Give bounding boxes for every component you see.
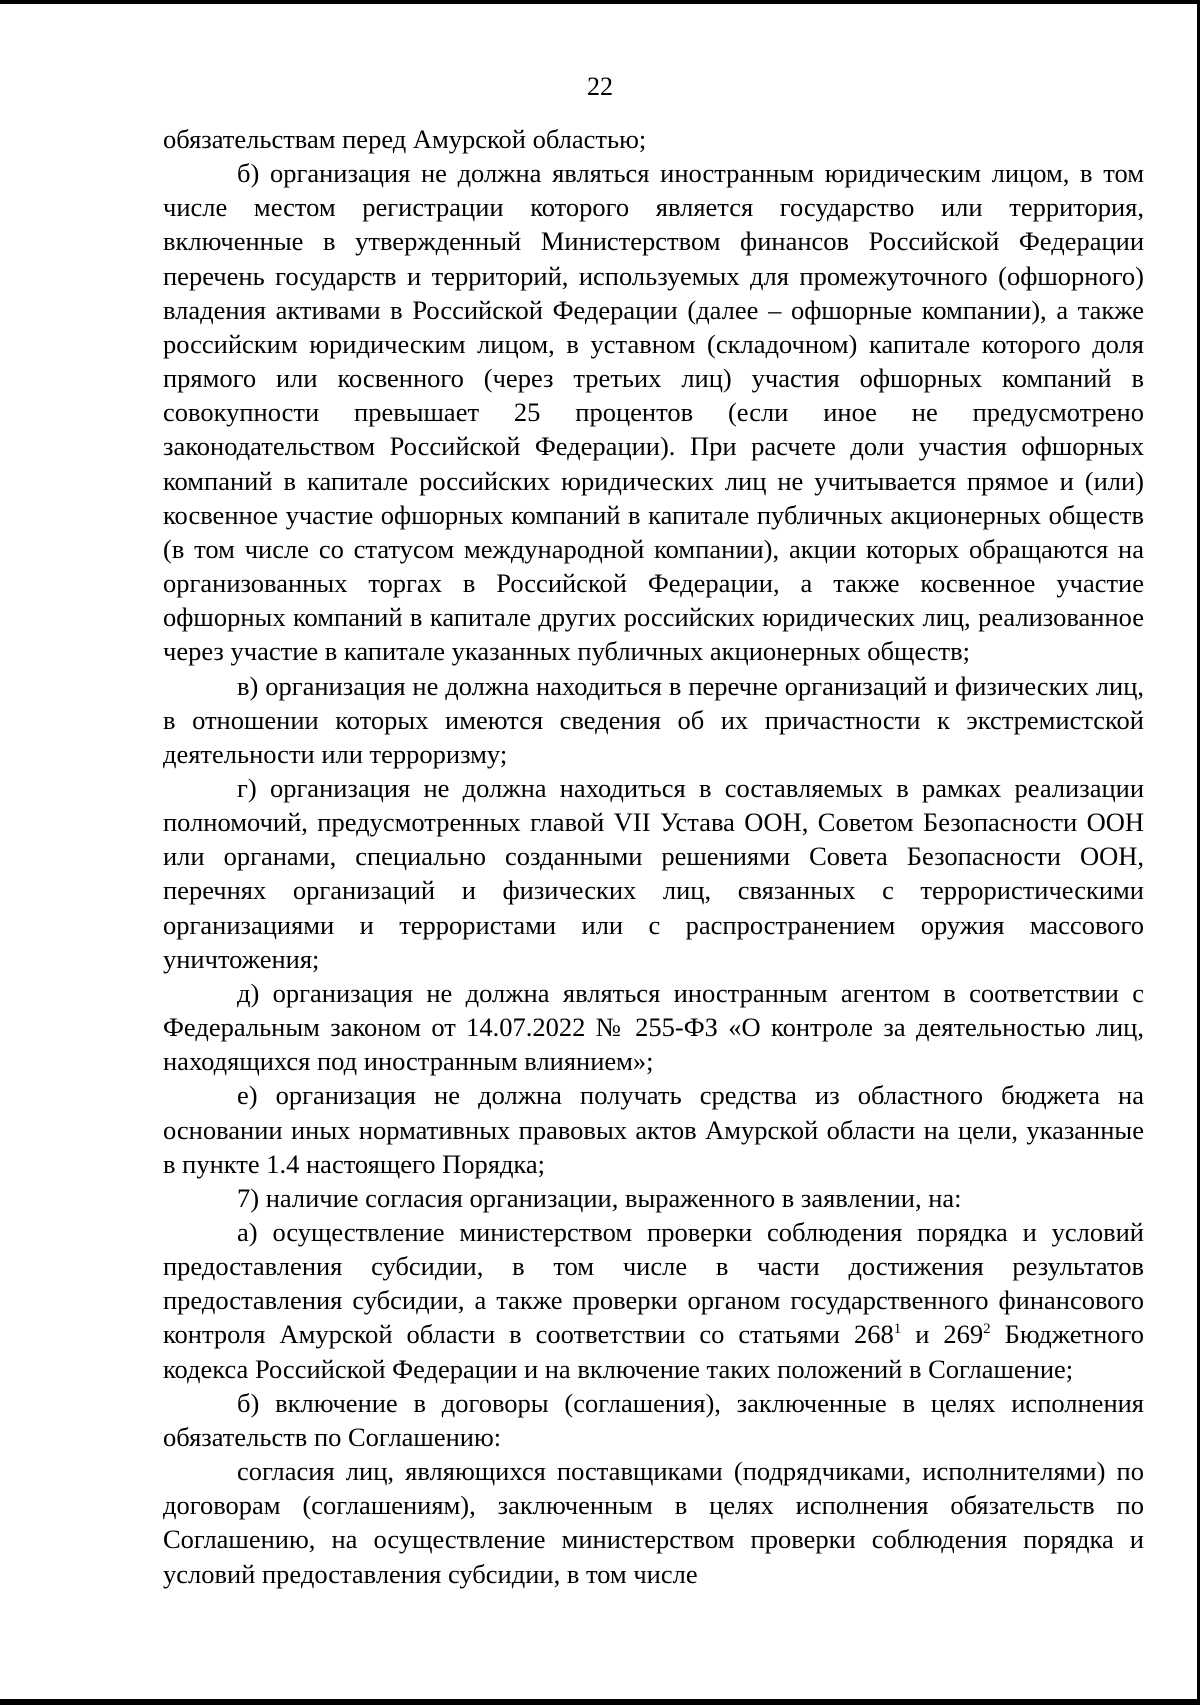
paragraph-item-b-offshore: б) организация не должна являться иностранным юридическим лицом, в том числе местом регистрации которого является государство или территория, включенные в утвержденный Министерством финансов Российской Федерации перечень государств и территорий, используемых для промежуточного (офшорного) владения активами в Российской Федерации (далее – офшорные компании), а также российским юридическим лицом, в уставном (складочном) капитале которого доля прямого или косвенного (через третьих лиц) участия офшорных компаний в совокупности превышает 25 процентов (если иное не предусмотрено законодательством Российской Федерации). При расчете доли участия офшорных компаний в капитале российских юридических лиц не учитывается прямое и (или) косвенное участие офшорных компаний в капитале публичных акционерных обществ (в том числе со статусом международной компании), акции которых обращаются на организованных торгах в Российской Федерации, а также косвенное участие офшорных компаний в капитале других российских юридических лиц, реализованное через участие в капитале указанных публичных акционерных обществ; bbox=[163, 158, 1144, 667]
text-fragment: Бюджетного кодекса Российской Федерации и на включение таких положений в Соглашение; bbox=[163, 1319, 1144, 1384]
document-body bbox=[163, 122, 1144, 1591]
paragraph-item-e-budget: е) организация не должна получать средства из областного бюджета на основании иных нормативных правовых актов Амурской области на цели, указанные в пункте 1.4 настоящего Порядка; bbox=[163, 1080, 1144, 1179]
superscript: 2 bbox=[983, 1321, 991, 1338]
paragraph-item-a-inspection bbox=[163, 1215, 1144, 1386]
paragraph-item-v-extremism: в) организация не должна находиться в перечне организаций и физических лиц, в отношении которых имеются сведения об их причастности к экстремистской деятельности или терроризму; bbox=[163, 670, 1144, 769]
text-fragment: а) осуществление министерством проверки соблюдения порядка и условий предоставления субсидии, в том числе в части достижения результатов предоставления субсидии, а также проверки органом государственного финансового контроля Амурской области в соответствии со статьями 268 bbox=[163, 1217, 1144, 1350]
scan-edge-top bbox=[0, 0, 1200, 4]
page-number: 22 bbox=[587, 72, 613, 101]
paragraph-consent-suppliers: согласия лиц, являющихся поставщиками (подрядчиками, исполнителями) по договорам (соглашениям), заключенным в целях исполнения обязательств по Соглашению, на осуществление министерством проверки соблюдения порядка и условий предоставления субсидии, в том числе bbox=[163, 1456, 1144, 1589]
text-fragment: и 269 bbox=[901, 1319, 984, 1350]
paragraph-item-7-consent: 7) наличие согласия организации, выраженного в заявлении, на: bbox=[237, 1182, 962, 1213]
scan-edge-bottom bbox=[0, 1699, 1200, 1705]
paragraph-item-g-un-lists: г) организация не должна находиться в составляемых в рамках реализации полномочий, предусмотренных главой VII Устава ООН, Советом Безопасности ООН или органами, специально созданными решениями Совета Безопасности ООН, перечнях организаций и физических лиц, связанных с террористическими организациями и террористами или с распространением оружия массового уничтожения; bbox=[163, 772, 1144, 974]
paragraph-continuation: обязательствам перед Амурской областью; bbox=[163, 124, 647, 154]
paragraph-item-b-contracts: б) включение в договоры (соглашения), заключенные в целях исполнения обязательств по Соглашению: bbox=[163, 1387, 1144, 1452]
superscript: 1 bbox=[893, 1321, 902, 1338]
paragraph-item-d-foreign-agent: д) организация не должна являться иностранным агентом в соответствии с Федеральным законом от 14.07.2022 № 255-ФЗ «О контроле за деятельностью лиц, находящихся под иностранным влиянием»; bbox=[163, 977, 1144, 1077]
